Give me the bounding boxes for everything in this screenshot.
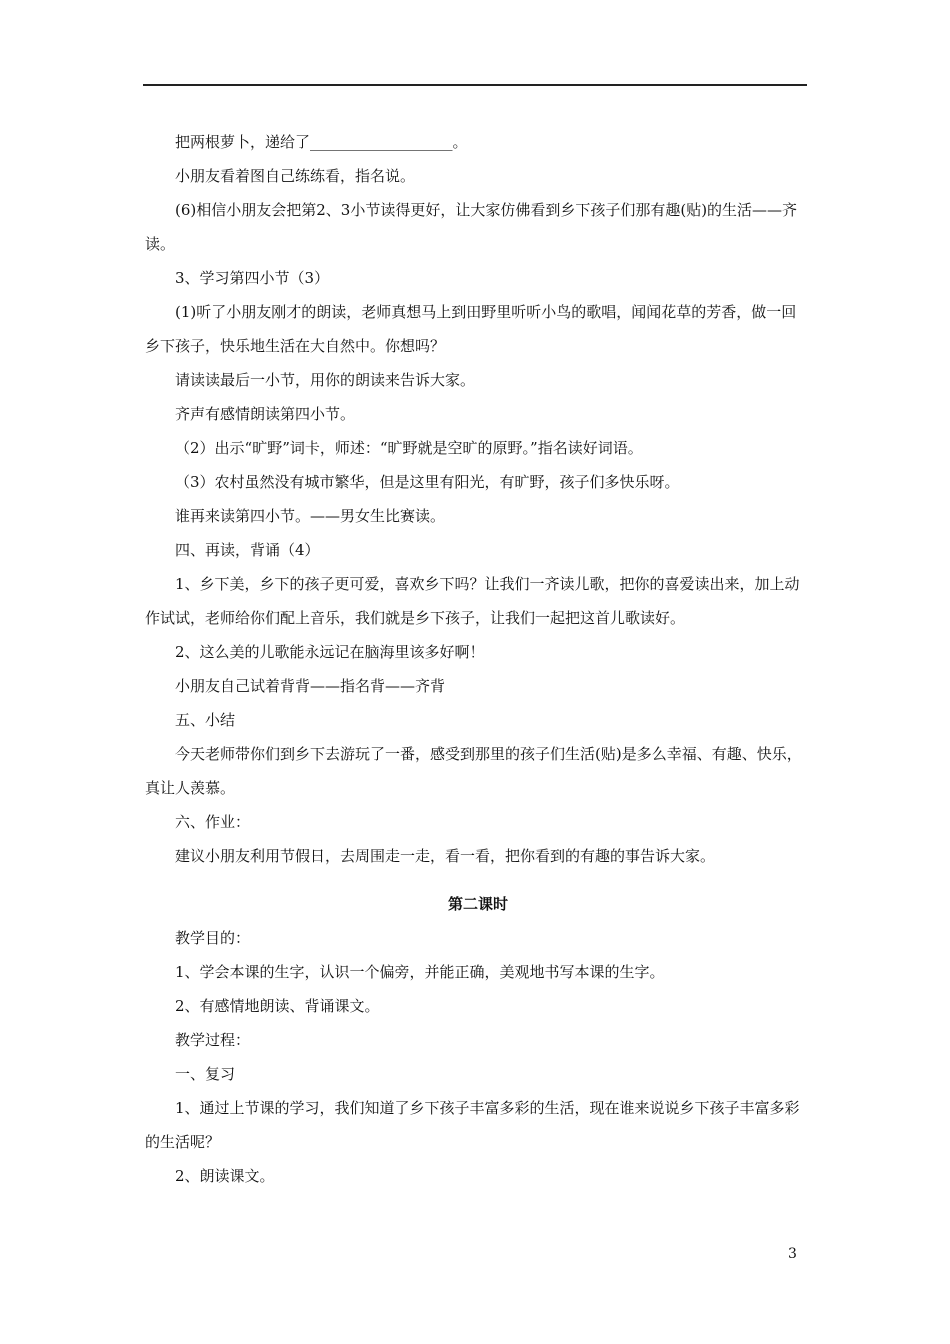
paragraph: 今天老师带你们到乡下去游玩了一番，感受到那里的孩子们生活(贴)是多么幸福、有趣、快乐，真让人羡慕。	[145, 745, 802, 797]
paragraph: 1、学会本课的生字，认识一个偏旁，并能正确，美观地书写本课的生字。	[175, 963, 665, 981]
paragraph: (6)相信小朋友会把第2、3小节读得更好，让大家仿佛看到乡下孩子们那有趣(贴)的生活——齐读。	[145, 201, 798, 253]
paragraph: 教学目的：	[175, 929, 251, 947]
paragraph: 2、这么美的儿歌能永远记在脑海里该多好啊！	[175, 643, 485, 661]
paragraph: 教学过程：	[175, 1031, 251, 1049]
paragraph: 谁再来读第四小节。——男女生比赛读。	[175, 507, 446, 525]
section-title: 第二课时	[447, 895, 508, 913]
paragraph: 建议小朋友利用节假日，去周围走一走，看一看，把你看到的有趣的事告诉大家。	[175, 847, 716, 865]
paragraph: (1)听了小朋友刚才的朗读，老师真想马上到田野里听听小鸟的歌唱，闻闻花草的芳香，做一回乡下孩子，快乐地生活在大自然中。你想吗？	[145, 303, 797, 355]
paragraph: 五、小结	[175, 711, 236, 729]
paragraph: 1、乡下美，乡下的孩子更可爱，喜欢乡下吗？让我们一齐读儿歌，把你的喜爱读出来，加上动作试试，老师给你们配上音乐，我们就是乡下孩子，让我们一起把这首儿歌读好。	[145, 575, 800, 627]
paragraph: 小朋友看着图自己练练看，指名说。	[175, 167, 416, 185]
paragraph: （3）农村虽然没有城市繁华，但是这里有阳光，有旷野，孩子们多快乐呀。	[175, 473, 680, 491]
paragraph: 把两根萝卜，递给了___________________。	[175, 133, 468, 151]
paragraph: 四、再读，背诵（4）	[175, 541, 320, 559]
paragraph: 六、作业：	[175, 813, 251, 831]
paragraph: 请读读最后一小节，用你的朗读来告诉大家。	[175, 371, 476, 389]
paragraph: 齐声有感情朗读第四小节。	[175, 405, 356, 423]
paragraph: 2、朗读课文。	[175, 1167, 275, 1185]
page-number: 3	[788, 1246, 797, 1262]
paragraph: 3、学习第四小节（3）	[175, 269, 330, 287]
paragraph: 2、有感情地朗读、背诵课文。	[175, 997, 380, 1015]
paragraph: 1、通过上节课的学习，我们知道了乡下孩子丰富多彩的生活，现在谁来说说乡下孩子丰富多彩的生活呢？	[145, 1099, 800, 1151]
paragraph: 一、复习	[175, 1065, 236, 1083]
document-body	[145, 125, 811, 1193]
paragraph: 小朋友自己试着背背——指名背——齐背	[175, 677, 446, 695]
header-rule	[143, 84, 807, 86]
paragraph: （2）出示“旷野”词卡，师述：“旷野就是空旷的原野。”指名读好词语。	[175, 439, 643, 457]
